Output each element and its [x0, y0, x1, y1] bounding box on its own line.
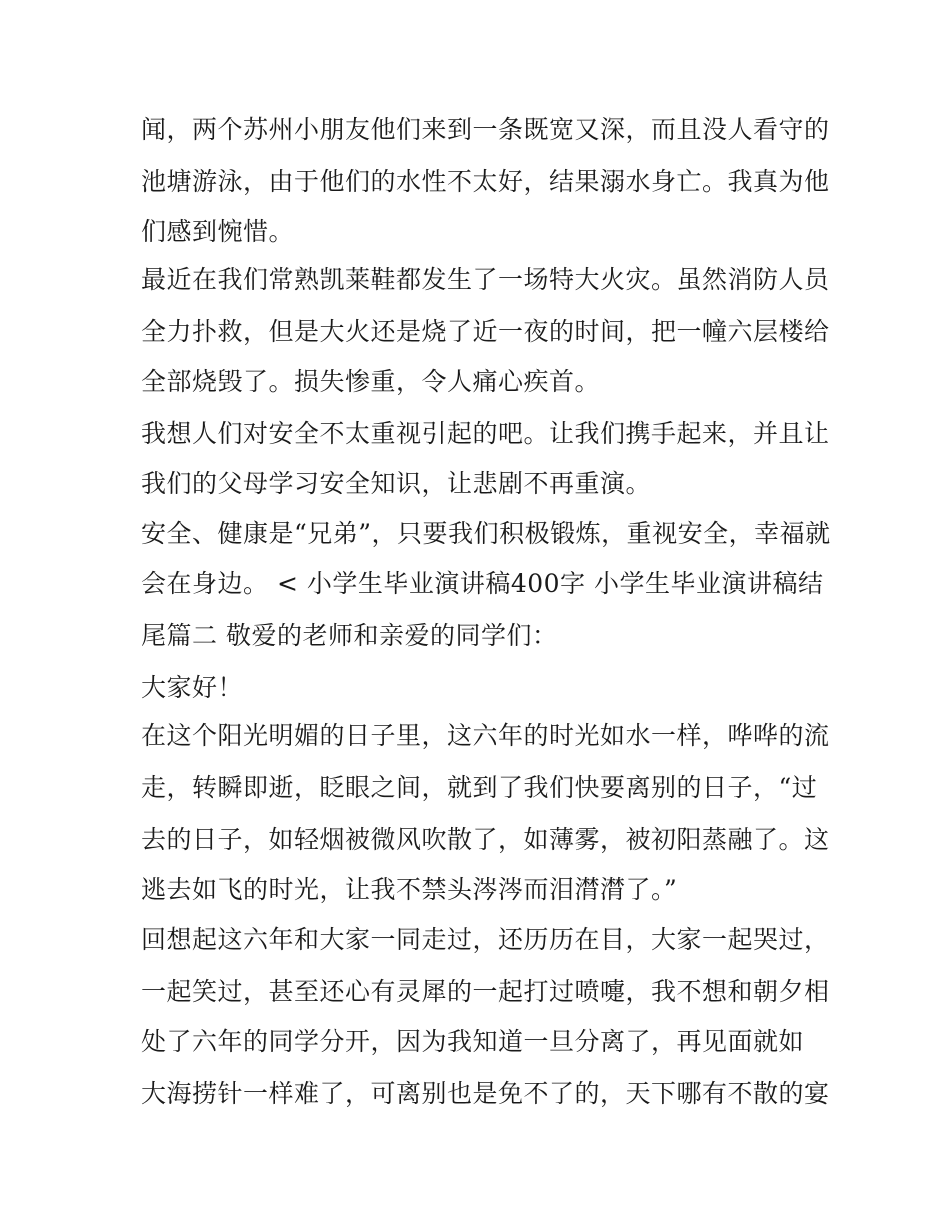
- text-line: 安全、健康是“兄弟”，只要我们积极锻炼，重视安全，幸福就: [141, 519, 831, 548]
- text-line: 最近在我们常熟凯莱鞋都发生了一场特大火灾。虽然消防人员: [141, 265, 830, 294]
- text-line: 走，转瞬即逝，眨眼之间，就到了我们快要离别的日子，“过: [141, 773, 818, 802]
- text-line: 逃去如飞的时光，让我不禁头涔涔而泪潸潸了。”: [141, 875, 678, 904]
- text-line: 闻，两个苏州小朋友他们来到一条既宽又深，而且没人看守的: [141, 115, 830, 144]
- text-line: 大海捞针一样难了，可离别也是免不了的，天下哪有不散的宴: [141, 1079, 830, 1108]
- text-line: 会在身边。 < 小学生毕业演讲稿400字 小学生毕业演讲稿结: [141, 569, 824, 598]
- text-line: 池塘游泳，由于他们的水性不太好，结果溺水身亡。我真为他: [141, 167, 830, 196]
- text-line: 大家好！: [141, 673, 244, 702]
- text-line: 在这个阳光明媚的日子里，这六年的时光如水一样，哗哗的流: [141, 721, 830, 750]
- text-line: 处了六年的同学分开，因为我知道一旦分离了，再见面就如: [141, 1027, 805, 1056]
- text-line: 我们的父母学习安全知识，让悲剧不再重演。: [141, 469, 652, 498]
- text-line: 一起笑过，甚至还心有灵犀的一起打过喷嚏，我不想和朝夕相: [141, 977, 830, 1006]
- text-line: 我想人们对安全不太重视引起的吧。让我们携手起来，并且让: [141, 419, 830, 448]
- text-line: 去的日子，如轻烟被微风吹散了，如薄雾，被初阳蒸融了。这: [141, 825, 830, 854]
- text-line: 们感到惋惜。: [141, 217, 295, 246]
- text-line: 回想起这六年和大家一同走过，还历历在目，大家一起哭过，: [141, 925, 830, 954]
- text-line: 尾篇二 敬爱的老师和亲爱的同学们：: [141, 621, 558, 650]
- text-line: 全部烧毁了。损失惨重，令人痛心疾首。: [141, 367, 601, 396]
- text-line: 全力扑救，但是大火还是烧了近一夜的时间，把一幢六层楼给: [141, 317, 830, 346]
